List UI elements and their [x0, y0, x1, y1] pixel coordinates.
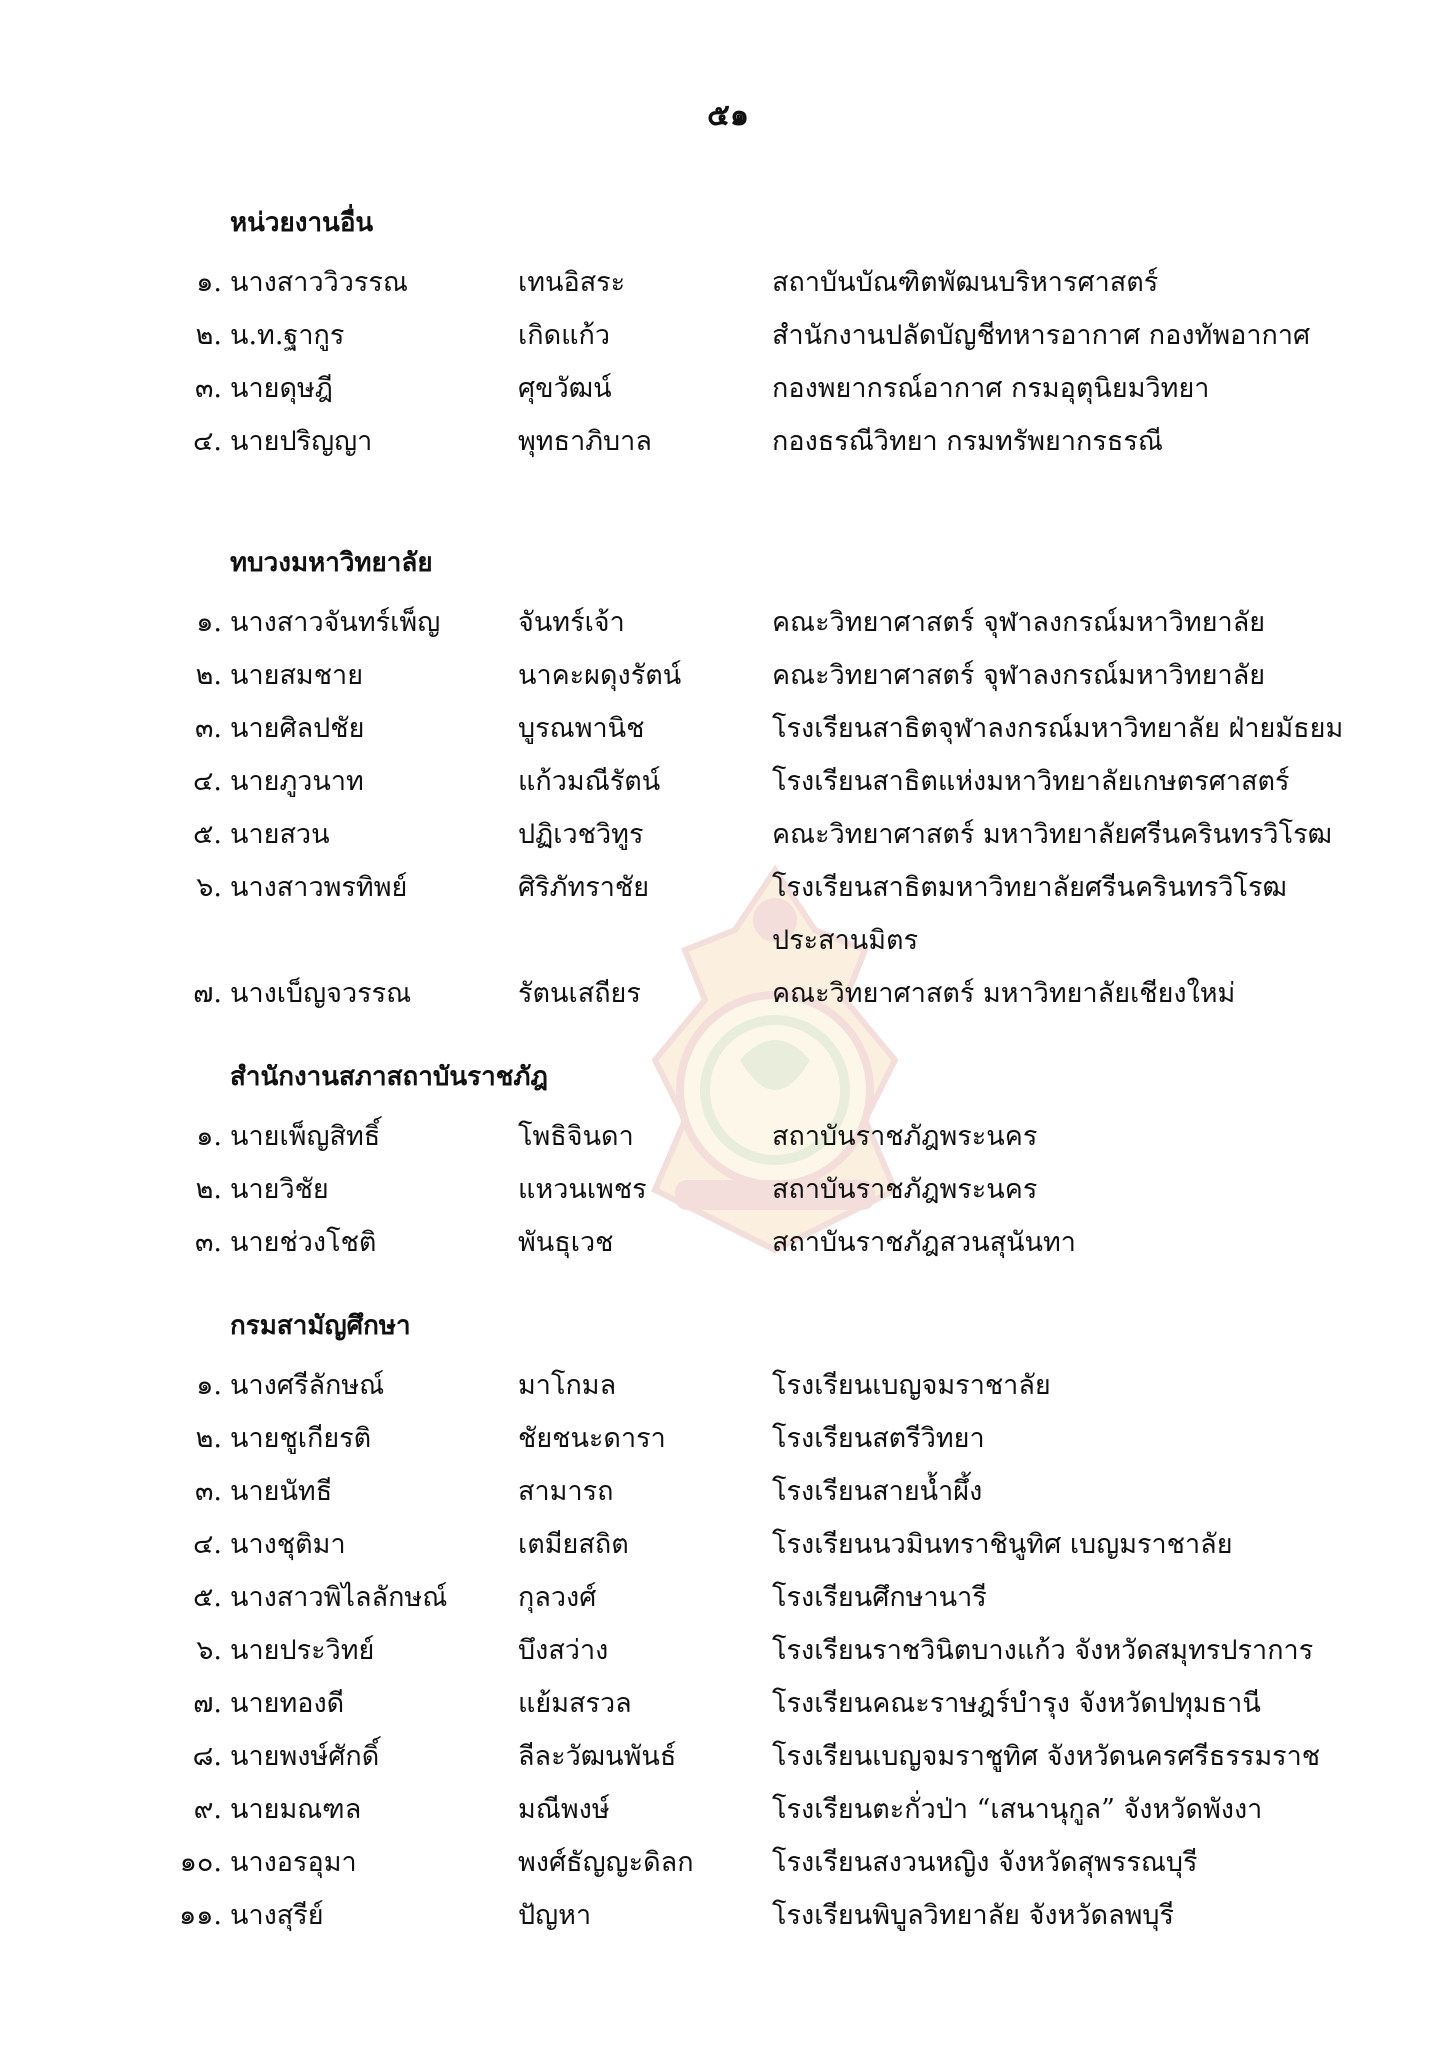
last-name: มาโกมล: [518, 1370, 617, 1401]
section-general-education: [0, 1303, 1456, 1942]
organization: คณะวิทยาศาสตร์ จุฬาลงกรณ์มหาวิทยาลัย: [772, 607, 1266, 638]
section-ministry-university: [0, 540, 1456, 1020]
first-name: นายช่วงโชติ: [230, 1227, 377, 1258]
organization: โรงเรียนสตรีวิทยา: [772, 1423, 985, 1454]
organization: โรงเรียนศึกษานารี: [772, 1582, 987, 1613]
last-name: ลีละวัฒนพันธ์: [518, 1741, 677, 1772]
last-name: จันทร์เจ้า: [518, 607, 625, 638]
item-number: ๔.: [192, 766, 222, 797]
last-name: ศุขวัฒน์: [518, 373, 612, 404]
last-name: โพธิจินดา: [518, 1121, 634, 1152]
last-name: พุทธาภิบาล: [518, 426, 652, 457]
item-number: ๒.: [195, 1174, 222, 1205]
page-number: ๕๑: [707, 98, 749, 133]
organization: คณะวิทยาศาสตร์ มหาวิทยาลัยเชียงใหม่: [772, 978, 1236, 1009]
organization: โรงเรียนตะกั่วป่า “เสนานุกูล” จังหวัดพังงา: [772, 1794, 1263, 1825]
first-name: นางสาวจันทร์เพ็ญ: [230, 607, 441, 638]
list-item: [0, 1783, 1456, 1836]
first-name: นายศิลปชัย: [230, 713, 365, 744]
item-number: ๑.: [196, 1370, 222, 1401]
section-heading: สำนักงานสภาสถาบันราชภัฎ: [230, 1062, 548, 1092]
organization: โรงเรียนสาธิตแห่งมหาวิทยาลัยเกษตรศาสตร์: [772, 766, 1290, 797]
first-name: นางอรอุมา: [230, 1847, 357, 1878]
list-item: [0, 967, 1456, 1020]
organization: โรงเรียนเบญจมราชาลัย: [772, 1370, 1051, 1401]
first-name: นายวิชัย: [230, 1174, 329, 1205]
item-number: ๒.: [195, 320, 222, 351]
list-item: [0, 1465, 1456, 1518]
first-name: นางสุรีย์: [230, 1900, 324, 1931]
first-name: นายเพ็ญสิทธิ์: [230, 1121, 381, 1152]
organization: สำนักงานปลัดบัญชีทหารอากาศ กองทัพอากาศ: [772, 320, 1311, 351]
section-heading: กรมสามัญศึกษา: [230, 1311, 411, 1341]
list-item: [0, 1216, 1456, 1269]
organization: คณะวิทยาศาสตร์ มหาวิทยาลัยศรีนครินทรวิโรฒ: [772, 819, 1332, 850]
item-number: ๗.: [193, 978, 222, 1009]
item-number: ๓.: [194, 713, 222, 744]
last-name: สามารถ: [518, 1476, 614, 1507]
item-number: ๑๑.: [179, 1900, 222, 1931]
list-item: [0, 362, 1456, 415]
organization: คณะวิทยาศาสตร์ จุฬาลงกรณ์มหาวิทยาลัย: [772, 660, 1266, 691]
first-name: นายชูเกียรติ: [230, 1423, 372, 1454]
first-name: นางสาวพรทิพย์: [230, 872, 408, 903]
list-item: [0, 1677, 1456, 1730]
first-name: นายภูวนาท: [230, 766, 364, 797]
item-number: ๕.: [192, 819, 222, 850]
list-item: [0, 256, 1456, 309]
item-number: ๑.: [196, 267, 222, 298]
organization: สถาบันราชภัฎสวนสุนันทา: [772, 1227, 1076, 1258]
list-item: [0, 861, 1456, 914]
last-name: นาคะผดุงรัตน์: [518, 660, 682, 691]
item-number: ๑๐.: [179, 1847, 222, 1878]
first-name: นางชุติมา: [230, 1529, 346, 1560]
organization: โรงเรียนสาธิตมหาวิทยาลัยศรีนครินทรวิโรฒ: [772, 872, 1287, 903]
organization: สถาบันราชภัฎพระนคร: [772, 1121, 1038, 1152]
last-name: แย้มสรวล: [518, 1688, 632, 1719]
list-item: [0, 309, 1456, 362]
first-name: นางเบ็ญจวรรณ: [230, 978, 412, 1009]
last-name: เตมียสถิต: [518, 1529, 629, 1560]
last-name: ปฏิเวชวิทูร: [518, 819, 644, 850]
first-name: นางศรีลักษณ์: [230, 1370, 385, 1401]
last-name: บูรณพานิช: [518, 713, 645, 744]
first-name: นายพงษ์ศักดิ์: [230, 1741, 380, 1772]
first-name: นายปริญญา: [230, 426, 373, 457]
list-item-continuation: [0, 914, 1456, 967]
section-heading: ทบวงมหาวิทยาลัย: [230, 548, 433, 578]
item-number: ๖.: [196, 1635, 222, 1666]
organization: กองธรณีวิทยา กรมทรัพยากรธรณี: [772, 426, 1163, 457]
section-heading: หน่วยงานอื่น: [230, 208, 374, 238]
section-other-agencies: [0, 200, 1456, 468]
item-number: ๘.: [192, 1741, 222, 1772]
last-name: ชัยชนะดารา: [518, 1423, 666, 1454]
list-item: [0, 1110, 1456, 1163]
item-number: ๔.: [192, 1529, 222, 1560]
list-item: [0, 755, 1456, 808]
section-rajabhat-council: [0, 1054, 1456, 1269]
organization-continued: ประสานมิตร: [772, 925, 919, 956]
organization: โรงเรียนคณะราษฎร์บำรุง จังหวัดปทุมธานี: [772, 1688, 1261, 1719]
item-number: ๓.: [194, 1476, 222, 1507]
document-body: [0, 200, 1456, 1976]
list-item: [0, 1163, 1456, 1216]
item-number: ๒.: [195, 1423, 222, 1454]
organization: กองพยากรณ์อากาศ กรมอุตุนิยมวิทยา: [772, 373, 1210, 404]
item-number: ๙.: [193, 1794, 222, 1825]
first-name: นางสาววิวรรณ: [230, 267, 408, 298]
list-item: [0, 702, 1456, 755]
last-name: กุลวงศ์: [518, 1582, 597, 1613]
item-number: ๕.: [192, 1582, 222, 1613]
first-name: น.ท.ฐากูร: [230, 320, 345, 351]
last-name: เกิดแก้ว: [518, 320, 611, 351]
item-number: ๒.: [195, 660, 222, 691]
organization: โรงเรียนสายน้ำผึ้ง: [772, 1476, 983, 1507]
item-number: ๑.: [196, 1121, 222, 1152]
organization: โรงเรียนสงวนหญิง จังหวัดสุพรรณบุรี: [772, 1847, 1198, 1878]
list-item: [0, 415, 1456, 468]
last-name: พันธุเวช: [518, 1227, 614, 1258]
first-name: นายสมชาย: [230, 660, 364, 691]
last-name: แก้วมณีรัตน์: [518, 766, 661, 797]
organization: สถาบันราชภัฎพระนคร: [772, 1174, 1038, 1205]
list-item: [0, 1359, 1456, 1412]
list-item: [0, 1518, 1456, 1571]
organization: โรงเรียนสาธิตจุฬาลงกรณ์มหาวิทยาลัย ฝ่ายมัธยม: [772, 713, 1344, 744]
item-number: ๖.: [196, 872, 222, 903]
last-name: แหวนเพชร: [518, 1174, 647, 1205]
list-item: [0, 596, 1456, 649]
list-item: [0, 1571, 1456, 1624]
last-name: มณีพงษ์: [518, 1794, 610, 1825]
item-number: ๗.: [193, 1688, 222, 1719]
item-number: ๓.: [194, 373, 222, 404]
first-name: นายประวิทย์: [230, 1635, 375, 1666]
first-name: นายดุษฎี: [230, 373, 333, 404]
last-name: พงศ์ธัญญะดิลก: [518, 1847, 694, 1878]
first-name: นายนัทธี: [230, 1476, 333, 1507]
list-item: [0, 1730, 1456, 1783]
organization: โรงเรียนนวมินทราชินูทิศ เบญมราชาลัย: [772, 1529, 1233, 1560]
last-name: บึงสว่าง: [518, 1635, 609, 1666]
first-name: นายมณฑล: [230, 1794, 362, 1825]
item-number: ๑.: [196, 607, 222, 638]
list-item: [0, 1624, 1456, 1677]
first-name: นายสวน: [230, 819, 330, 850]
item-number: ๓.: [194, 1227, 222, 1258]
organization: โรงเรียนเบญจมราชูทิศ จังหวัดนครศรีธรรมราช: [772, 1741, 1321, 1772]
last-name: ศิริภัทราชัย: [518, 872, 650, 903]
item-number: ๔.: [192, 426, 222, 457]
list-item: [0, 649, 1456, 702]
list-item: [0, 808, 1456, 861]
organization: สถาบันบัณฑิตพัฒนบริหารศาสตร์: [772, 267, 1159, 298]
first-name: นายทองดี: [230, 1688, 345, 1719]
first-name: นางสาวพิไลลักษณ์: [230, 1582, 448, 1613]
list-item: [0, 1889, 1456, 1942]
list-item: [0, 1836, 1456, 1889]
list-item: [0, 1412, 1456, 1465]
organization: โรงเรียนราชวินิตบางแก้ว จังหวัดสมุทรปราการ: [772, 1635, 1314, 1666]
last-name: เทนอิสระ: [518, 267, 626, 298]
organization: โรงเรียนพิบูลวิทยาลัย จังหวัดลพบุรี: [772, 1900, 1175, 1931]
last-name: ปัญหา: [518, 1900, 592, 1931]
last-name: รัตนเสถียร: [518, 978, 641, 1009]
